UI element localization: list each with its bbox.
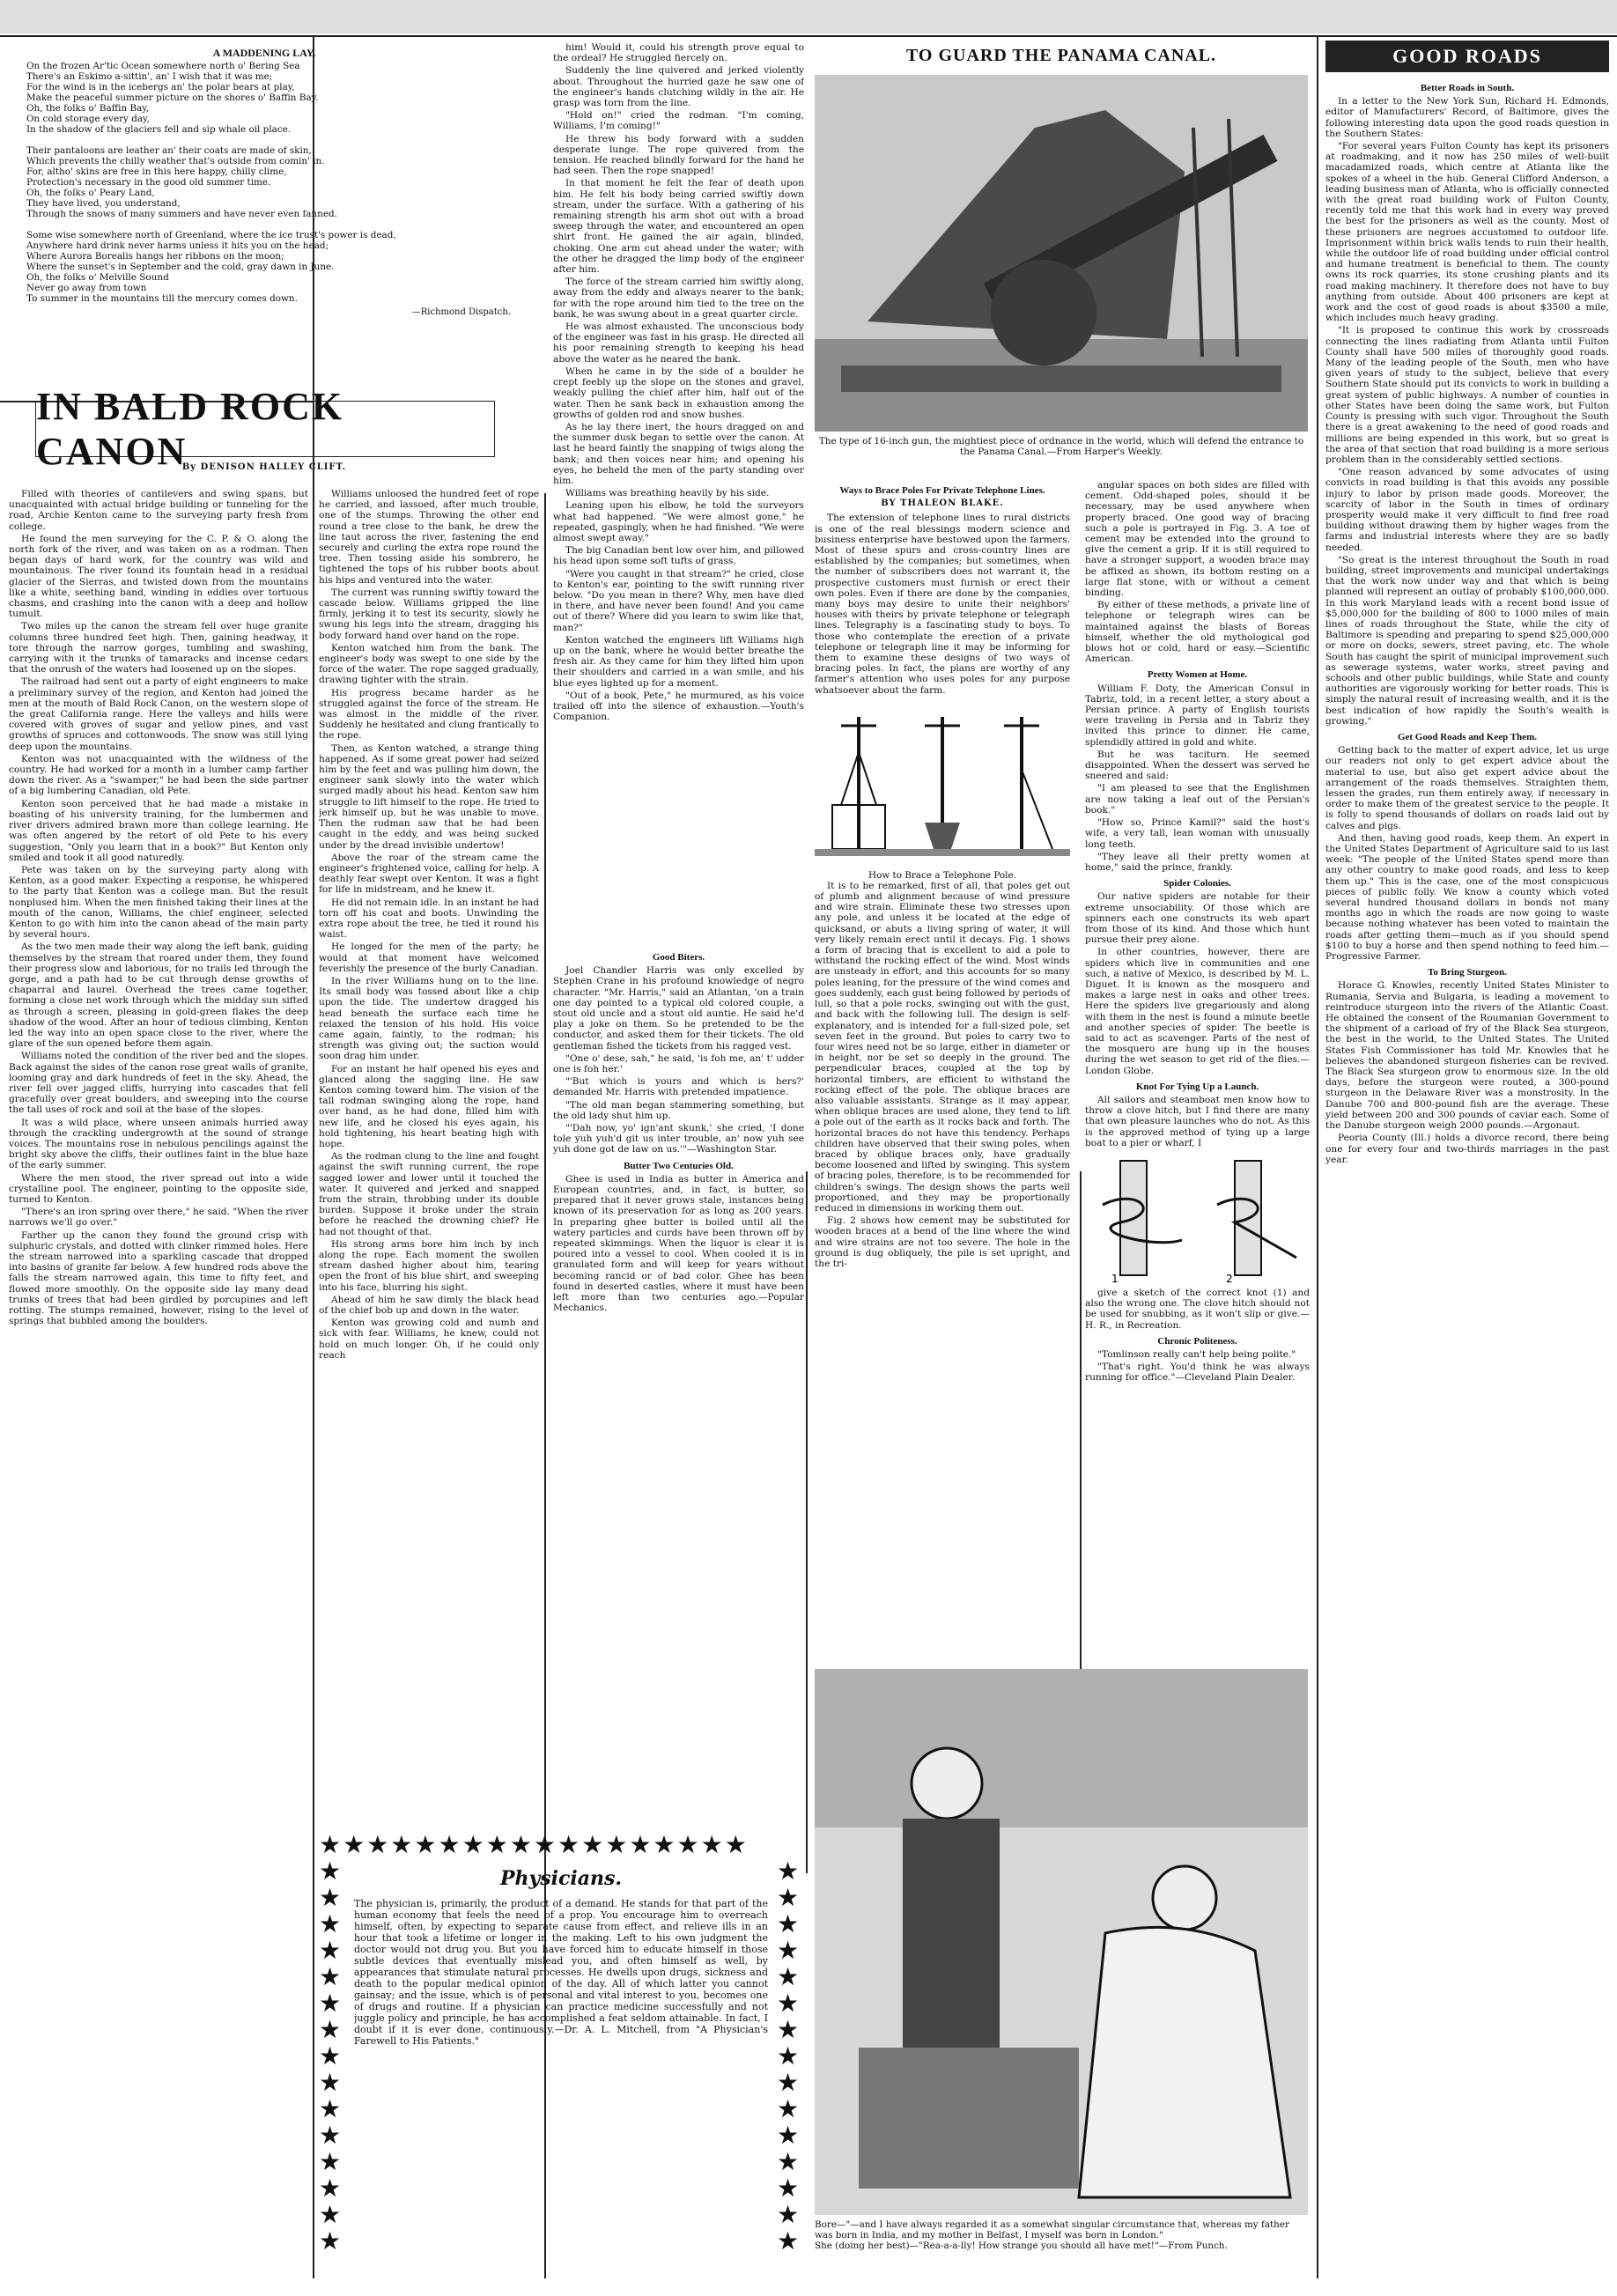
story-paragraph: His progress became harder as he struggled against the force of the stream. He was almost in the middle of the river. Suddenly he hesitated and clung frantically to the rope.: [319, 687, 539, 742]
spider-paragraph: In other countries, however, there are spiders which live in communities and one such, a native of Mexico, is described by M. L. Diguet. It is known as the mosquero and makes a large nest in oaks and other trees. Here the spiders live gregariously and along with them in the nest is found a minute beetle and another species of spider. The beetle is said to act as scavenger. Parts of the nest of the mosquero are hung up in the houses during the wet season to get rid of the flies.—London Globe.: [1085, 947, 1310, 1076]
top-header-strip: [0, 0, 1617, 33]
chronic-title: Chronic Politeness.: [1157, 1335, 1237, 1347]
story-paragraph: Where the men stood, the river spread out into a wide crystalline pool. The engineer, pointing to the opposite side, turned to Kenton.: [9, 1172, 308, 1205]
story-paragraph: Williams was breathing heavily by his side.: [565, 488, 770, 499]
star-border-right: ★ ★ ★ ★ ★ ★ ★ ★ ★ ★ ★ ★ ★ ★ ★: [777, 1857, 801, 2255]
story-paragraph: Above the roar of the stream came the engineer's frightened voice, calling for help. A deathly fear swept over Kenton. It was a fight for life in midstream, and he knew it.: [319, 852, 539, 896]
keep-roads-title: Get Good Roads and Keep Them.: [1397, 731, 1538, 742]
good-biters-title: Good Biters.: [652, 952, 705, 963]
story-paragraph: "Were you caught in that stream?" he cried, close to Kenton's ear, pointing to the swift running river below. "Do you mean in there? Why, men have died in there, and have never been found! And you came out of there? Where did you learn to swim like that, man?": [553, 568, 804, 633]
telephone-paragraph: By either of these methods, a private line of telephone or telegraph wires can be maintained against the blasts of Boreas himself, whether the old mythological god blows hot or cold, hard or easy.—Scientific American.: [1085, 600, 1310, 665]
story-paragraph: Williams unloosed the hundred feet of rope he carried, and lassoed, after much trouble, one of the stumps. Throwing the other end round a tree close to the bank, he drew the line taut across the river, fastening the end securely and curling the extra rope round the tree. Then tossing aside his sombrero, he tightened the tops of his rubber boots about his hips and ventured into the water.: [319, 489, 539, 586]
good-roads-column: [1325, 78, 1609, 2284]
story-paragraph: "Hold on!" cried the rodman. "I'm coming, Williams, I'm coming!": [553, 110, 804, 132]
story-paragraph: him! Would it, could his strength prove equal to the ordeal? He struggled fiercely on.: [553, 42, 804, 64]
chronic-paragraph: "Tomlinson really can't help being polite.": [1097, 1349, 1296, 1360]
story-paragraph: He did not remain idle. In an instant he had torn off his coat and boots. Unwinding the extra rope about the tree, he tied it round his waist.: [319, 897, 539, 941]
story-paragraph: As the two men made their way along the left bank, guiding themselves by the stream that roared under them, they found their progress slow and laborious, for no trails led through the gorge, and a path had to be cut through dense growths of chaparral and laurel. Overhead the trees came together, forming a close net work through which the midday sun sifted as through a screen, pleasing in gold-green flakes the deep shadow of the wood. After an hour of tedious climbing, Kenton led the way into an open space close to the river, where the glare of the sun opened before them again.: [9, 941, 308, 1050]
sturgeon-paragraph: Horace G. Knowles, recently United States Minister to Rumania, Servia and Bulgaria, is leading a movement to reintroduce sturgeon into the rivers of the Atlantic Coast. He obtained the consent of the Roumanian Government to the shipment of a carload of fry of the Black Sea sturgeon, the best in the world, to the United States. The United States Fish Commissioner has told Mr. Knowles that he believes the abandoned sturgeon fisheries can be revived. The Black Sea sturgeon grow to enormous size. In the old days, before the sturgeon were routed, a 300-pound sturgeon in the Delaware River was a monstrosity. In the Danube 700 and 800-pound fish are the average. These yield between 200 and 300 pounds of caviar each. Some of the Danube sturgeon weigh 2000 pounds.—Argonaut.: [1325, 980, 1609, 1132]
good-biters-paragraph: "One o' dese, sah," he said, 'is foh me, an' t' udder one is foh her.': [553, 1052, 804, 1075]
story-paragraph: The force of the stream carried him swiftly along, away from the eddy and always nearer to the bank; for with the rope around him tied to the tree on the bank, he was swung about in a great quarter circle.: [553, 277, 804, 320]
story-column-2: [319, 489, 539, 1827]
story-paragraph: He was almost exhausted. The unconscious body of the engineer was fast in his grasp. He directed all his poor remaining strength to keeping his head above the water as he neared the bank.: [553, 321, 804, 365]
story-column-3: [553, 42, 804, 941]
telephone-figure-caption: How to Brace a Telephone Pole.: [868, 869, 1016, 881]
knot-figure: [1085, 1152, 1310, 1284]
story-paragraph: As the rodman clung to the line and fought against the swift running current, the rope sagged lower and lower until it touched the water. It quivered and jerked and snapped from the strain, throbbing under its double burden. Suppose it broke under the strain before he reached the drowning chief? He had not thought of that.: [319, 1151, 539, 1237]
story-paragraph: Then, as Kenton watched, a strange thing happened. As if some great power had seized him by the feet and was pulling him down, the engineer sank slowly into the water which surged madly about his head. Kenton saw him struggle to lift himself to the rope. He tried to jerk himself up, but he was unable to move. Then the rodman saw that he had been caught in the eddy, and was being sucked under by the dread invisible undertow!: [319, 742, 539, 851]
story-paragraph: As he lay there inert, the hours dragged on and the summer dusk began to settle over the canon. At last he heard faintly the snapping of twigs along the bank; and then voices near him; and opening his eyes, he beheld the men of the party standing over him.: [553, 421, 804, 486]
telephone-column-1: [815, 480, 1070, 1678]
story-paragraph: In the river Williams hung on to the line. Its small body was tossed about like a chip upon the tide. The undertow dragged his head beneath the surface each time he relaxed the tension of his hold. His voice came again, faintly, to the rodman; his strength was giving out; the suction would soon drag him under.: [319, 975, 539, 1062]
better-roads-paragraph: "For several years Fulton County has kept its prisoners at roadmaking, and it now has 250 miles of well-built macadamized roads, which centre at Atlanta like the spokes of a wheel in the hub. General Clifford Anderson, a leading business man of Atlanta, who is officially connected with the great road building work of Fulton County, recently told me that this work had in every way proved the best for the prisoners as well as the county. Most of these prisoners are negroes accustomed to outdoor life. Imprisonment within brick walls tends to ruin their health, while the outdoor life of road building under official control and humane treatment is beneficial to them. The county owns its rock quarries, its stone crushing plants and its road making machinery. It therefore does not have to buy anything from outside. About 400 prisoners are kept at work and the cost of good roads is about $3500 a mile, which includes much heavy grading.: [1325, 141, 1609, 324]
story-paragraph: Kenton watched him from the bank. The engineer's body was swept to one side by the force of the water. The rope sagged gradually, drawing tighter with the strain.: [319, 642, 539, 686]
story-paragraph: It was a wild place, where unseen animals hurried away through the crackling undergrowth at the sound of strange voices. The mountains rose in nebulous pencilings against the bright sky above the cliffs, their outlines faint in the blue haze of the early summer.: [9, 1117, 308, 1171]
star-border-left: ★ ★ ★ ★ ★ ★ ★ ★ ★ ★ ★ ★ ★ ★ ★: [319, 1857, 343, 2255]
star-border-top: ★★★★★★★★★★★★★★★★★★: [319, 1832, 749, 1858]
poem-title: A MADDENING LAY.: [212, 47, 316, 59]
story-paragraph: In that moment he felt the fear of death upon him. He felt his body being carried swiftly down stream, under the surface. With a gathering of his remaining strength his arm shot out with a broad sweep through the water, and encountered an open shirt front. He gained the air again, blinded, choking. One arm cut ahead under the water; with the other he dragged the limp body of the engineer after him.: [553, 178, 804, 276]
telephone-pole-figure: [815, 699, 1070, 867]
punch-cartoon-illustration: [815, 1669, 1308, 2215]
story-paragraph: Suddenly the line quivered and jerked violently about. Throughout the hurried gaze he saw one of the engineer's hands clutching wildly in the air. He grasp was torn from the line.: [553, 65, 804, 109]
poem-text: On the frozen Ar'tic Ocean somewhere north o' Bering Sea There's an Eskimo a-sittin', an' I wish that it was me; For the wind is in the icebergs an' the polar bears at play, Make the peaceful summer picture on the shores o' Baffin Bay. Oh, the folks o' Baffin Bay, On cold storage every day, In the shadow of the glaciers fell and sip whale oil place. Their pantaloons are leather an' their coats are made of skin, Which prevents the chilly weather that's outside from comin' in. For, altho' skins are free in this here happy, chilly clime, Protection's necessary in the good old summer time. Oh, the folks o' Peary Land, They have lived, you understand, Through the snows of many summers and have never even fanned. Some wise somewhere north of Greenland, where the ice trust's power is dead, Anywhere hard drink never harms unless it hits you on the head; Where Aurora Borealis hangs her ribbons on the moon; Where the sunset's in September and the cold, gray dawn in June. Oh, the folks o' Melville Sound Never go away from town To summer in the mountains till the mercury comes down.: [26, 61, 396, 305]
story-paragraph: He longed for the men of the party; he would at that moment have welcomed feverishly the presence of the burly Canadian.: [319, 941, 539, 974]
physicians-text: The physician is, primarily, the product of a demand. He stands for that part of the human economy that feels the need of a prop. You encourage him to overreach himself, often, by expecting to separate cause from effect, and relieve ills in an hour that took a lifetime or longer in the making. Left to his own judgment the doctor would not drug you. But you have forced him to educate himself in those subtle devices that eventually mislead you, and often himself as well, by appearances that stimulate natural processes. He dwells upon drugs, sickness and death to the popular medical opinion of the day. All of which latter you cannot gainsay; and the issue, which is of personal and vital interest to you, becomes one of drugs and routine. If a physician can practice medicine successfully and not juggle policy and principle, he has accomplished a feat seldom attainable. In fact, I doubt if it is ever done, continuously.—Dr. A. L. Mitchell, from "A Physician's Farewell to His Patients.": [354, 1898, 768, 2047]
better-roads-paragraph: "It is proposed to continue this work by crossroads connecting the lines radiating from Atlanta until Fulton County shall have 500 miles of thoroughly good roads. Many of the leading people of the South, men who have given years of study to the subject, believe that every Southern State should put its convicts to work in building a great system of public highways. A number of counties in other States have been doing the same work, but Fulton County is pressing with such vigor. Throughout the South there is a great awakening to the need of good roads and millions are being expended in this work, but so great is the area of that section that road building is a more serious problem than in the considerably settled sections.: [1325, 325, 1609, 465]
sturgeon-title: To Bring Sturgeon.: [1428, 967, 1507, 978]
story-paragraph: Filled with theories of cantilevers and swing spans, but unacquainted with actual bridge building or tunneling for the road, Archie Kenton came to the surveying party fresh from college.: [9, 489, 308, 532]
story-paragraph: Williams noted the condition of the river bed and the slopes. Back against the sides of the canon rose great walls of granite, looming gray and dark hundreds of feet in the sky. Ahead, the river fell over jagged cliffs, hurrying into cascades that fell gracefully over great boulders, and sweeping into the course the tall uses of rock and soil at the base of the slopes.: [9, 1051, 308, 1116]
story-column-1: [9, 489, 308, 2285]
pretty-women-paragraph: "I am pleased to see that the Englishmen are now taking a leaf out of the Persian's book.": [1085, 783, 1310, 816]
knot-paragraph: give a sketch of the correct knot (1) and also the wrong one. The clove hitch should not be used for snubbing, as it won't slip or give.—H. R., in Recreation.: [1085, 1287, 1310, 1331]
keep-roads-paragraph: And then, having good roads, keep them. An expert in the United States Department of Agriculture said to us last week: "The people of the United States spend more than any other country to make good roads, and less to keep them up." This is the case, one of the most conspicuous pieces of public folly. We know a county which voted several hundred thousand dollars in bonds not many months ago in which the roads are now going to waste because nothing whatever has been voted to maintain the roads after getting them—much as if you should spend $100 to buy a horse and then spend nothing to feed him.—Progressive Farmer.: [1325, 832, 1609, 963]
spider-paragraph: Our native spiders are notable for their extreme unsociability. Of those which are spinners each one constructs its web apart from those of its kind. And those which hunt pursue their prey alone.: [1085, 891, 1310, 946]
story-paragraph: Ahead of him he saw dimly the black head of the chief bob up and down in the water.: [319, 1294, 539, 1317]
sturgeon-paragraph: Peoria County (Ill.) holds a divorce record, there being one for every four and two-thirds marriages in the past year.: [1325, 1133, 1609, 1165]
story-paragraph: Leaning upon his elbow, he told the surveyors what had happened. "We were almost gone," he repeated, gaspingly, when he had finished. "We were almost swept away.": [553, 500, 804, 543]
pretty-women-paragraph: "They leave all their pretty women at home," said the prince, frankly.: [1085, 851, 1310, 873]
spider-title: Spider Colonies.: [1163, 878, 1231, 890]
telephone-byline: BY THALEON BLAKE.: [881, 498, 1004, 509]
pretty-women-paragraph: But he was taciturn. He seemed disappointed. When the dessert was served he sneered and said:: [1085, 749, 1310, 782]
poem-block: [9, 42, 520, 395]
story-byline: By DENISON HALLEY CLIFT.: [181, 462, 347, 472]
story-paragraph: The railroad had sent out a party of eight engineers to make a preliminary survey of the region, and Kenton had joined the men at the mouth of Bald Rock Canon, on the western slope of the great California range. Here the valleys and hills were covered with groves of sugar and yellow pines, and vast growths of spruces and cottonwoods. The snow was still lying deep upon the mountains.: [9, 676, 308, 752]
telephone-title: Ways to Brace Poles For Private Telephone Lines.: [839, 485, 1045, 496]
telephone-pole-icon: [815, 699, 1070, 867]
gun-icon: [815, 75, 1308, 432]
butter-paragraph: Ghee is used in India as butter in America and European countries, and, in fact, is butter, so prepared that it never grows stale, instances being known of its preservation for as long as 200 years. In preparing ghee butter is boiled until all the watery particles and curds have been thrown off by repeated skimmings. When the liquor is clear it is poured into a vessel to cool. When cooled it is in granulated form and will keep for years without becoming rancid or of bad color. Ghee has been found in deserted castles, where it must have been left more than two centuries ago.—Popular Mechanics.: [553, 1173, 804, 1314]
column-rule: [1317, 35, 1318, 2278]
cartoon-caption: Bore—"—and I have always regarded it as a somewhat singular circumstance that, whereas my father was born in India, and my mother in Belfast, I myself was born in London." She (doing her best)—"Rea-a-a-lly! How strange you should all have met!"—From Punch.: [815, 2219, 1289, 2251]
telephone-column-2: [1085, 480, 1310, 1651]
panama-gun-illustration: [815, 75, 1308, 432]
svg-text:2: 2: [1226, 1272, 1233, 1284]
poem-credit: —Richmond Dispatch.: [411, 307, 511, 318]
story-paragraph: His strong arms bore him inch by inch along the rope. Each moment the swollen stream dashed higher about him, tearing open the front of his blue shirt, and sweeping into his face, blurring his sight.: [319, 1238, 539, 1293]
good-biters-column: [553, 947, 804, 1810]
keep-roads-paragraph: Getting back to the matter of expert advice, let us urge our readers not only to get expert advice about the material to use, but also get expert advice about the arrangement of the roads themselves. Straighten them, lessen the grades, run them entirely away, if necessary in order to make them of the greatest service to the people. It is folly to spend thousands of dollars on roads laid out by calves and pigs.: [1325, 745, 1609, 831]
story-paragraph: For an instant he half opened his eyes and glanced along the sagging line. He saw Kenton coming toward him. The vision of the tall rodman swinging along the rope, hand over hand, as he had done, filled him with new life, and he closed his eyes again, his hold tightening, his heart beating high with hope.: [319, 1063, 539, 1149]
pretty-women-title: Pretty Women at Home.: [1147, 669, 1248, 681]
story-paragraph: He threw his body forward with a sudden desperate lunge. The rope quivered from the tension. He reached blindly forward for the hand he had seen. Then the rope snapped!: [553, 133, 804, 177]
good-biters-paragraph: "'But which is yours and which is hers?' demanded Mr. Harris with pretended impatience.: [553, 1076, 804, 1098]
knot-title: Knot For Tying Up a Launch.: [1135, 1081, 1259, 1092]
column-rule: [806, 1171, 808, 1873]
butter-title: Butter Two Centuries Old.: [624, 1160, 734, 1171]
good-biters-paragraph: "'Dah now, yo' ign'ant skunk,' she cried, 'I done tole yuh yuh'd git us inter trouble, an' now yuh see yuh done got de law on us.'"—Washington Star.: [553, 1123, 804, 1155]
pretty-women-paragraph: "How so, Prince Kamil?" said the host's wife, a very tall, lean woman with unusually long teeth.: [1085, 817, 1310, 850]
story-paragraph: Farther up the canon they found the ground crisp with sulphuric crystals, and dotted with clinker rimmed holes. Here the stream narrowed into a sparkling cascade that dropped into basins of granite far below. A few hundred rods above the falls the stream narrowed again, this time to fifty feet, and flowed more smoothly. On the opposite side lay many dead trunks of trees that had been girdled by porcupines and left rotting. The stumps remained, however, rising to the level of springs that bubbled among the boulders.: [9, 1229, 308, 1327]
telephone-paragraph: It is to be remarked, first of all, that poles get out of plumb and alignment because of wind pressure and wire strain. Eliminate these two stresses upon any pole, and unless it be located at the edge of quicksand, or abuts a living spring of water, it will very likely remain erect until it decays. Fig. 1 shows a form of bracing that is excellent to aid a pole to withstand the rocking effect of the wind. Most winds are unsteady in effort, and this accounts for so many poles leaning, for the pressure of the wind comes and goes suddenly, each gust being followed by periods of lull, so that a pole rocks, swinging out with the gust, and back with the following lull. The design is self-explanatory, and is intended for a full-sized pole, set seven feet in the ground. But poles to carry two to four wires need not be so large, either in diameter or in height, nor be set so deeply in the ground. The perpendicular braces, coupled at the top by horizontal timbers, are efficient to withstand the rocking effect of the pole. The oblique braces are also valuable assistants. Strange as it may appear, when oblique braces are used alone, they tend to lift a pole out of the earth as it rocks back and forth. The horizontal braces do not have this tendency. Perhaps children have observed that their swing poles, when braced by oblique braces only, have gradually become loosened and lifted by swinging. This system of bracing poles, therefore, is to be recommended for children's swings. The design shows the parts well proportioned, and they may be proportionally reduced in dimensions in working them out.: [815, 880, 1070, 1214]
better-roads-paragraph: In a letter to the New York Sun, Richard H. Edmonds, editor of Manufacturers' Record, of Baltimore, gives the following interesting data upon the good roads question in the Southern States:: [1325, 96, 1609, 139]
clove-hitch-icon: [1085, 1152, 1310, 1284]
good-roads-title: GOOD ROADS: [1392, 45, 1542, 67]
good-biters-paragraph: "The old man began stammering something, but the old lady shut him up.: [553, 1099, 804, 1121]
story-paragraph: Kenton soon perceived that he had made a mistake in boasting of his university training, for the lumbermen and river drivers admired brawn more than college learning. He was often angered by the retort of old Pete to his every suggestion, "Only you learn that in a book?" But Kenton only smiled and took it all good naturedly.: [9, 798, 308, 863]
telephone-paragraph: Fig. 2 shows how cement may be substituted for wooden braces at a bend of the line where the wind and wire strains are not too severe. The hole in the ground is dug obliquely, the pile is set upright, and the tri-: [815, 1215, 1070, 1269]
pretty-women-paragraph: William F. Doty, the American Consul in Tabriz, told, in a recent letter, a story about a Persian prince. A party of English tourists were traveling in Persia and in Tabriz they invited this prince to dinner. He came, splendidly attired in gold and white.: [1085, 683, 1310, 748]
physicians-box: [319, 1832, 803, 2281]
top-rule: [0, 35, 1617, 37]
story-paragraph: Kenton was not unacquainted with the wildness of the country. He had worked for a month in a lumber camp farther down the river. As a "swamper," he had been the side partner of a big lumbering Canadian, old Pete.: [9, 753, 308, 797]
better-roads-title: Better Roads in South.: [1420, 83, 1515, 93]
panama-title: TO GUARD THE PANAMA CANAL.: [905, 46, 1217, 65]
physicians-title: Physicians.: [499, 1867, 623, 1890]
chronic-paragraph: "That's right. You'd think he was always running for office."—Cleveland Plain Dealer.: [1085, 1362, 1310, 1384]
better-roads-paragraph: "One reason advanced by some advocates of using convicts in road building is that this avoids any possible injury to labor by prison made goods. Moreover, the scarcity of labor in the South in times of ordinary prosperity would make it very difficult to find free road building without drawing them by higher wages from the farms and industrial interests where they are so badly needed.: [1325, 467, 1609, 553]
story-paragraph: Two miles up the canon the stream fell over huge granite columns three hundred feet high. Then, gaining headway, it tore through the narrow gorges, tumbling and swashing, carrying with it the trunks of tamaracks and incense cedars that the onrush of the waters had loosened up on the slopes.: [9, 621, 308, 676]
story-paragraph: "There's an iron spring over there," he said. "When the river narrows we'll go over.": [9, 1207, 308, 1229]
better-roads-paragraph: "So great is the interest throughout the South in road building, street improvements and municipal undertakings that the work now under way and that which is being planned will represent an outlay of probably $100,000,000. In this work Maryland leads with a recent bond issue of $5,000,000 for the building of 800 to 1000 miles of main lines of roads throughout the State, while the city of Baltimore is spending and preparing to spend $25,000,000 or more on docks, sewers, street paving, etc. The whole South has caught the spirit of municipal improvement such as sewerage systems, water works, street paving and schools and other public buildings, while State and county authorities are vigorously working for better roads. This is simply the natural result of increasing wealth, and it is the best indication of how rapidly the South's wealth is growing.": [1325, 554, 1609, 727]
story-paragraph: The current was running swiftly toward the cascade below. Williams gripped the line firmly, jerking it to test its security, slowly he swung his legs into the stream, dragging his body forward hand over hand on the rope.: [319, 587, 539, 641]
story-paragraph: Pete was taken on by the surveying party along with Kenton, as a good maker. Expecting a response, he whispered to the party that Kenton was a college man. But the result nonplused him. When the men finished taking their lines at the mouth of the canon, Williams, the chief engineer, selected Kenton to go with him into the canon ahead of the main party by several hours.: [9, 864, 308, 941]
story-paragraph: When he came in by the side of a boulder he crept feebly up the slope on the stones and gravel, weakly pulling the chief after him, half out of the water. Then he sank back in exhaustion among the growths of golden rod and snow bushes.: [553, 365, 804, 420]
story-paragraph: Kenton was growing cold and numb and sick with fear. Williams, he knew, could not hold on much longer. Oh, if he could only reach: [319, 1318, 539, 1361]
cartoon-icon: [815, 1669, 1308, 2215]
story-paragraph: Kenton watched the engineers lift Williams high up on the bank, where he would better breathe the fresh air. As they came for him they lifted him upon their shoulders and carried in a wan smile, and his blue eyes lighted up for a moment.: [553, 634, 804, 689]
telephone-paragraph: angular spaces on both sides are filled with cement. Odd-shaped poles, should it be necessary, may be used anywhere when properly braced. One good way of bracing such a pole is portrayed in Fig. 3. A toe of cement may be extended into the ground to give the cement a grip. If it is still required to have a stronger support, a wooden brace may be affixed as shown, its bottom resting on a large flat stone, with or without a cement binding.: [1085, 480, 1310, 599]
telephone-paragraph: The extension of telephone lines to rural districts is one of the real blessings modern science and business enterprise have bestowed upon the farmers. Most of these spurs and cross-country lines are established by the companies; but sometimes, when the number of subscribers does not warrant it, the prospective customers must furnish or erect their own poles. Even if there are done by the companies, many boys may desire to unite their neighbors' houses with theirs by private telephone or telegraph lines. Telegraphy is a fascinating study to boys. To those who contemplate the erection of a private telephone or telegraph line it may be informing for them to examine these designs of two ways of bracing poles. In fact, the plans are worthy of any farmer's attention who uses poles for any purpose whatsoever about the farm.: [815, 513, 1070, 696]
good-biters-paragraph: Joel Chandler Harris was only excelled by Stephen Crane in his profound knowledge of negro character. "Mr. Harris," said an Atlantan, 'on a train one day pointed to a typical old colored couple, a stout old uncle and a stout old auntie. He said he'd play a joke on them. So he pretended to be the conductor, and asked them for their tickets. The old gentleman fished the tickets from his ragged vest.: [553, 965, 804, 1052]
story-paragraph: The big Canadian bent low over him, and pillowed his head upon some soft tufts of grass.: [553, 545, 804, 567]
story-paragraph: He found the men surveying for the C. P. & O. along the north fork of the river, and was taken on as a rodman. Then began days of hard work, for the country was wild and mountainous. The river found its fountain head in a residual glacier of the Sierras, and twisted down from the mountains like a white, seething band, winding in eddies over tortuous chasms, and crashing into the canon with a deep and hollow tumult.: [9, 533, 308, 620]
good-roads-header: [1325, 41, 1609, 72]
story-title: IN BALD ROCK CANON: [36, 385, 344, 473]
svg-text:1: 1: [1111, 1272, 1119, 1284]
panama-caption: The type of 16-inch gun, the mightiest piece of ordnance in the world, which will defend the entrance to the Panama Canal.—From Harper's Weekly.: [818, 436, 1304, 457]
story-paragraph: "Out of a book, Pete," he murmured, as his voice trailed off into the silence of exhaustion.—Youth's Companion.: [553, 690, 804, 723]
knot-paragraph: All sailors and steamboat men know how to throw a clove hitch, but I find there are many that own pleasure launches who do not. As this is the approved method of tying up a large boat to a pier or wharf, I: [1085, 1094, 1310, 1148]
